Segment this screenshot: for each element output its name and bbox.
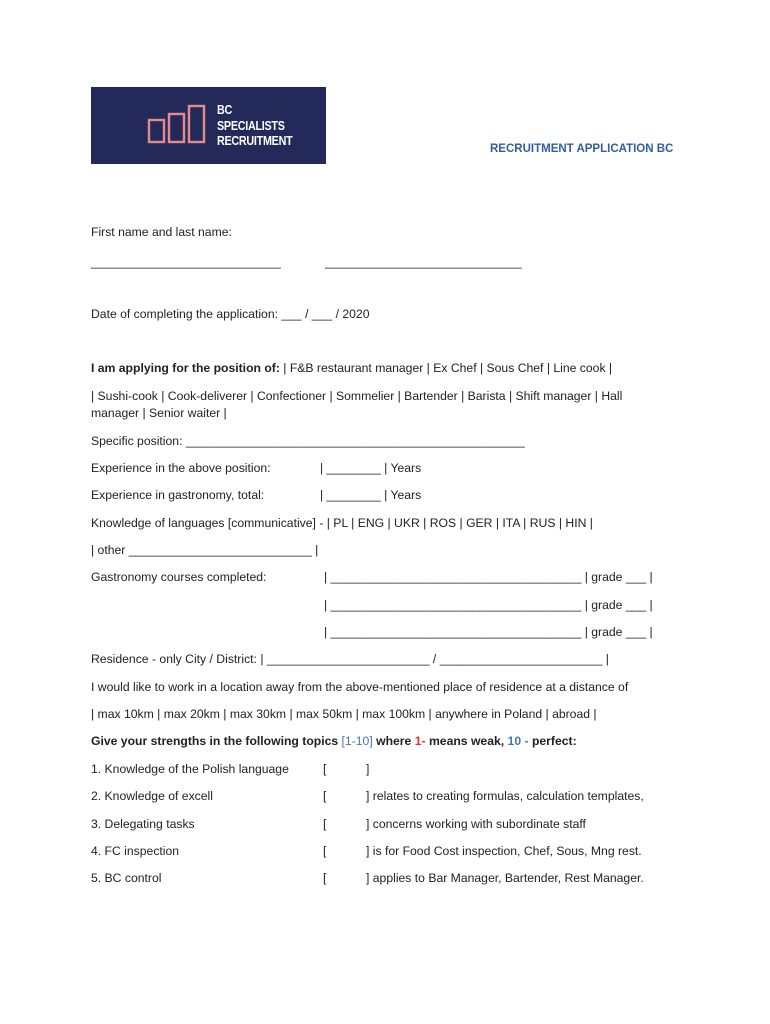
strengths-weak-number: 1- bbox=[414, 734, 426, 748]
courses-label: Gastronomy courses completed: bbox=[91, 570, 267, 584]
logo-line-3: RECRUITMENT bbox=[217, 134, 293, 148]
strengths-range: [1-10] bbox=[341, 734, 373, 748]
specific-position-field[interactable]: Specific position: __________________________________________________ bbox=[91, 434, 525, 448]
position-options-1[interactable]: | F&B restaurant manager | Ex Chef | Sous Chef | Line cook | bbox=[283, 361, 613, 375]
experience-position-field[interactable]: | ________ | Years bbox=[320, 461, 422, 475]
course-field-1[interactable]: | _____________________________________ | grade ___ | bbox=[324, 570, 653, 584]
topic-bracket-open-1[interactable]: [ bbox=[323, 762, 327, 776]
name-label: First name and last name: bbox=[91, 225, 232, 239]
logo-line-2: SPECIALISTS bbox=[217, 118, 285, 133]
experience-total-field[interactable]: | ________ | Years bbox=[320, 488, 422, 502]
position-heading: I am applying for the position of: bbox=[91, 361, 280, 375]
topic-bracket-open-4[interactable]: [ bbox=[323, 844, 327, 858]
languages-options[interactable]: Knowledge of languages [communicative] - | PL | ENG | UKR | ROS | GER | ITA | RUS | HIN | bbox=[91, 516, 593, 530]
strengths-text-3: means weak, bbox=[425, 734, 508, 748]
position-options-3[interactable]: manager | Senior waiter | bbox=[91, 406, 227, 420]
logo-line-1: BC bbox=[217, 103, 233, 117]
topic-note-5: ] applies to Bar Manager, Bartender, Rest Manager. bbox=[366, 871, 644, 885]
residence-field[interactable]: Residence - only City / District: | ________________________ / ________________________ | bbox=[91, 652, 609, 666]
topic-label-1: 1. Knowledge of the Polish language bbox=[91, 762, 289, 776]
strengths-text-4: perfect: bbox=[528, 734, 577, 748]
other-language-field[interactable]: | other ___________________________ | bbox=[91, 543, 319, 557]
topic-label-2: 2. Knowledge of excell bbox=[91, 789, 213, 803]
topic-label-5: 5. BC control bbox=[91, 871, 162, 885]
topic-bracket-open-3[interactable]: [ bbox=[323, 817, 327, 831]
strengths-text-2: where bbox=[372, 734, 415, 748]
page-title: RECRUITMENT APPLICATION BC bbox=[490, 143, 674, 155]
strengths-heading bbox=[91, 734, 577, 748]
distance-question: I would like to work in a location away from the above-mentioned place of residence at a distance of bbox=[91, 680, 629, 694]
position-options-2[interactable]: | Sushi-cook | Cook-deliverer | Confectioner | Sommelier | Bartender | Barista | Shift manager | Hall bbox=[91, 389, 623, 403]
topic-note-1: ] bbox=[366, 762, 370, 776]
logo-wordmark bbox=[217, 103, 292, 150]
course-field-2[interactable]: | _____________________________________ | grade ___ | bbox=[324, 598, 653, 612]
topic-label-4: 4. FC inspection bbox=[91, 844, 180, 858]
first-name-field[interactable]: ____________________________ bbox=[91, 255, 281, 269]
strengths-perfect-number: 10 - bbox=[507, 734, 529, 748]
topic-bracket-open-2[interactable]: [ bbox=[323, 789, 327, 803]
bars-logo-icon bbox=[147, 104, 209, 144]
topic-note-4: ] is for Food Cost inspection, Chef, Sous, Mng rest. bbox=[366, 844, 642, 858]
position-line-1 bbox=[91, 361, 612, 375]
date-completed-field[interactable]: Date of completing the application: ___ / ___ / 2020 bbox=[91, 307, 370, 321]
topic-note-2: ] relates to creating formulas, calculation templates, bbox=[366, 789, 644, 803]
course-field-3[interactable]: | _____________________________________ | grade ___ | bbox=[324, 625, 653, 639]
company-logo bbox=[91, 87, 326, 164]
experience-total-label: Experience in gastronomy, total: bbox=[91, 488, 265, 502]
topic-label-3: 3. Delegating tasks bbox=[91, 817, 195, 831]
experience-position-label: Experience in the above position: bbox=[91, 461, 271, 475]
distance-options[interactable]: | max 10km | max 20km | max 30km | max 50km | max 100km | anywhere in Poland | abroad | bbox=[91, 707, 597, 721]
last-name-field[interactable]: _____________________________ bbox=[325, 255, 522, 269]
strengths-text-1: Give your strengths in the following topics bbox=[91, 734, 342, 748]
topic-note-3: ] concerns working with subordinate staff bbox=[366, 817, 586, 831]
topic-bracket-open-5[interactable]: [ bbox=[323, 871, 327, 885]
